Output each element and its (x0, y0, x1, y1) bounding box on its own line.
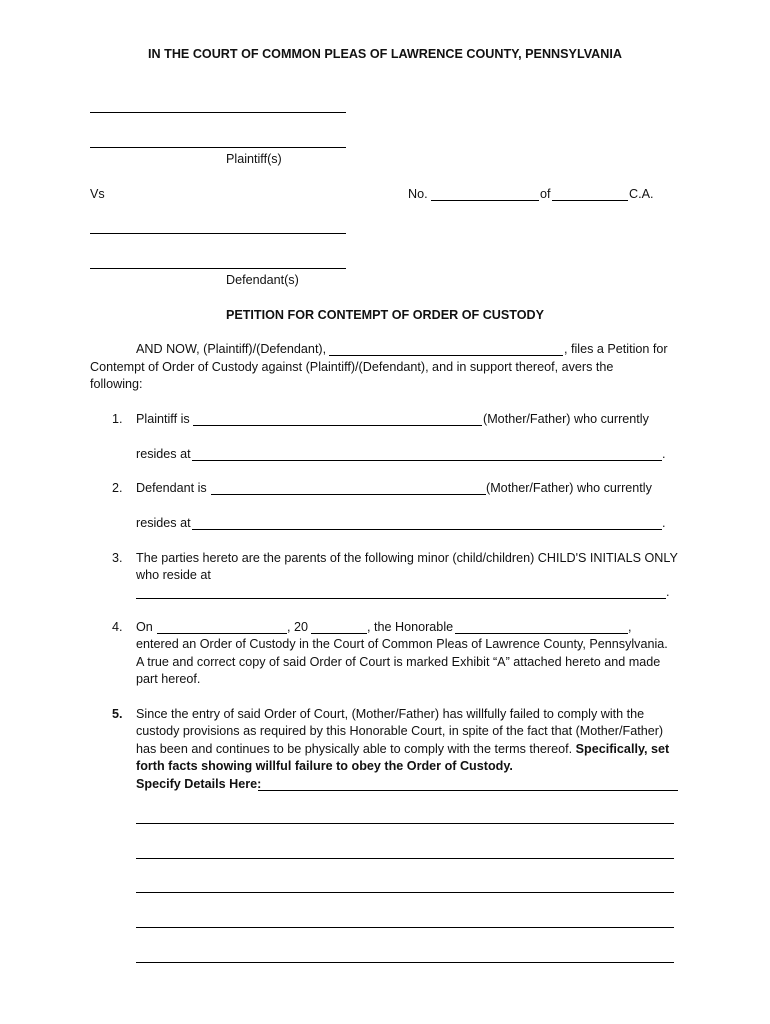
order-year-field[interactable] (311, 620, 367, 636)
court-header: IN THE COURT OF COMMON PLEAS OF LAWRENCE COUNTY, PENNSYLVANIA (148, 47, 622, 61)
petitioner-name-field[interactable] (329, 342, 563, 358)
plaintiff-address-field[interactable] (192, 447, 662, 463)
item-4-number: 4. (112, 620, 123, 634)
of-label: of (540, 187, 551, 201)
item-4-on: On (136, 620, 153, 634)
item-4-twenty: , 20 (287, 620, 309, 634)
item-3-period: . (666, 585, 670, 599)
details-field-line-3[interactable] (136, 845, 674, 861)
item-4-line-3: A true and correct copy of said Order of Court is marked Exhibit “A” attached hereto and made (136, 655, 661, 669)
children-residence-field[interactable] (136, 585, 666, 601)
item-2-number: 2. (112, 481, 123, 495)
item-3-line-1: The parties hereto are the parents of the following minor (child/children) CHILD'S INITIALS ONLY (136, 551, 678, 565)
judge-name-field[interactable] (455, 620, 628, 636)
item-4-comma: , (628, 620, 632, 634)
item-2-resides-label: resides at (136, 516, 191, 530)
item-1-suffix: (Mother/Father) who currently (483, 412, 649, 426)
defendant-address-field[interactable] (192, 516, 662, 532)
item-2-label: Defendant is (136, 481, 207, 495)
item-3-line-2: who reside at (136, 568, 211, 582)
intro-end: , files a Petition for (564, 342, 668, 356)
item-5-line-4: forth facts showing willful failure to obey the Order of Custody. (136, 759, 513, 773)
defendants-label: Defendant(s) (226, 273, 299, 287)
item-1-period: . (662, 447, 666, 461)
item-2-suffix: (Mother/Father) who currently (486, 481, 652, 495)
order-date-field[interactable] (157, 620, 287, 636)
item-5-line-2: custody provisions as required by this Honorable Court, in spite of the fact that (Mother/Father) (136, 724, 664, 738)
ca-label: C.A. (629, 187, 654, 201)
case-no-label: No. (408, 187, 428, 201)
details-field-line-1[interactable] (258, 777, 678, 793)
item-1-number: 1. (112, 412, 123, 426)
details-field-line-5[interactable] (136, 914, 674, 930)
defendant-is-field[interactable] (211, 481, 486, 497)
item-3-number: 3. (112, 551, 123, 565)
item-5-line-3 (136, 742, 669, 756)
plaintiff-is-field[interactable] (193, 412, 482, 428)
item-5-line-1: Since the entry of said Order of Court, (Mother/Father) has willfully failed to comply with the (136, 707, 645, 721)
petition-title: PETITION FOR CONTEMPT OF ORDER OF CUSTODY (225, 308, 545, 322)
defendant-name-line-1[interactable] (90, 220, 346, 236)
intro-start: AND NOW, (Plaintiff)/(Defendant), (136, 342, 327, 356)
plaintiff-name-line-1[interactable] (90, 99, 346, 115)
details-field-line-2[interactable] (136, 810, 674, 826)
item-4-line-2: entered an Order of Custody in the Court of Common Pleas of Lawrence County, Pennsylvania. (136, 637, 668, 651)
item-5-line-3-bold: Specifically, set (575, 742, 670, 756)
vs-label: Vs (90, 187, 105, 201)
item-1-label: Plaintiff is (136, 412, 190, 426)
specify-details-label: Specify Details Here: (136, 777, 262, 791)
item-5-number: 5. (112, 707, 123, 721)
item-5-line-3-normal: has been and continues to be physically able to comply with the terms thereof. (136, 742, 576, 756)
details-field-line-4[interactable] (136, 879, 674, 895)
intro-line-3: following: (90, 377, 143, 391)
item-4-honorable: , the Honorable (367, 620, 454, 634)
case-year-field[interactable] (552, 187, 628, 203)
plaintiffs-label: Plaintiff(s) (226, 152, 282, 166)
case-number-field[interactable] (431, 187, 539, 203)
item-4-line-4: part hereof. (136, 672, 201, 686)
plaintiff-name-line-2[interactable] (90, 134, 346, 150)
item-1-resides-label: resides at (136, 447, 191, 461)
defendant-name-line-2[interactable] (90, 255, 346, 271)
details-field-line-6[interactable] (136, 949, 674, 965)
item-2-period: . (662, 516, 666, 530)
intro-line-2: Contempt of Order of Custody against (Plaintiff)/(Defendant), and in support thereof, avers the (90, 360, 614, 374)
